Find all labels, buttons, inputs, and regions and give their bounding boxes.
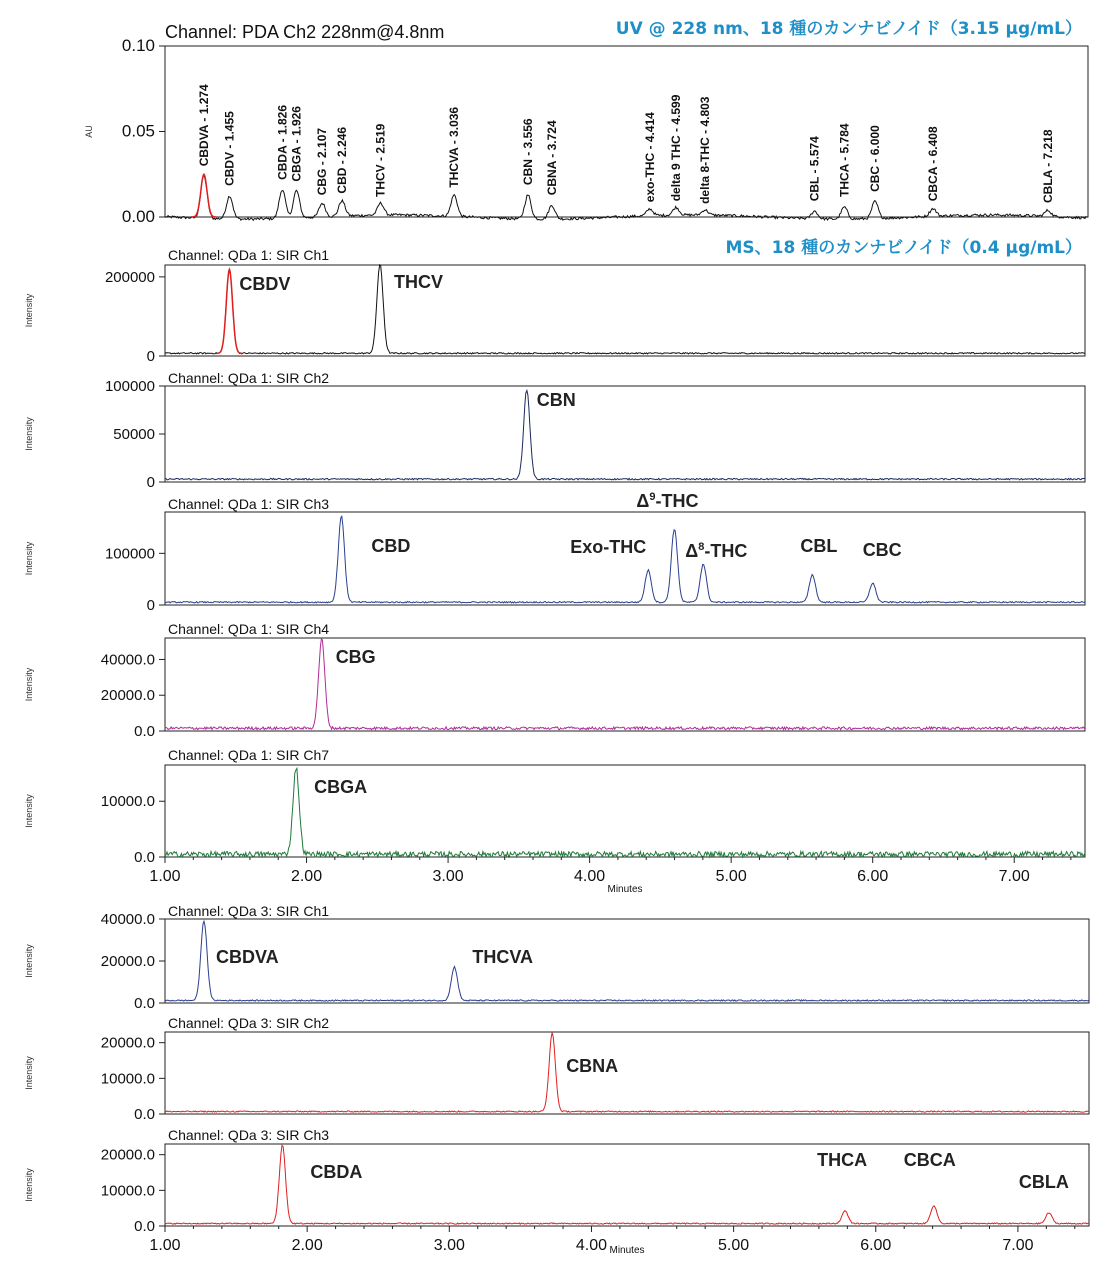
peak-label: CBDV - 1.455 — [222, 111, 237, 186]
peak-trace — [217, 269, 242, 353]
trace-line — [165, 1033, 1089, 1113]
peak-label: $\Delta^8$-THC — [685, 541, 748, 561]
peak-label: delta 8-THC - 4.803 — [698, 96, 712, 204]
peak-label: CBDVA - 1.274 — [196, 84, 211, 167]
y-axis-label: Intensity — [24, 794, 34, 828]
panel-9 — [24, 1127, 1089, 1256]
panel-3 — [24, 370, 1085, 491]
panel-4 — [24, 491, 1085, 614]
y-axis-label: Intensity — [24, 417, 34, 451]
y-tick-label: 100000 — [104, 378, 155, 395]
channel-title: Channel: QDa 1: SIR Ch4 — [168, 621, 330, 637]
peak-label: CBG — [335, 647, 376, 667]
peak-label: CBG - 2.107 — [315, 127, 330, 196]
y-tick-label: 0.0 — [134, 723, 155, 740]
x-tick-label: 2.00 — [290, 868, 323, 885]
y-tick-label: 40000.0 — [100, 651, 155, 669]
trace-line — [165, 639, 1085, 730]
y-tick-label: 20000.0 — [100, 687, 155, 705]
x-tick-label: 2.00 — [291, 1237, 323, 1254]
channel-title: Channel: PDA Ch2 228nm@4.8nm — [165, 22, 445, 42]
y-tick-label: 0.0 — [134, 1106, 155, 1123]
peak-label: CBD - 2.246 — [334, 126, 349, 194]
plot-frame — [165, 265, 1085, 356]
x-tick-label: 4.00 — [574, 868, 606, 885]
peak-label: CBLA - 7.218 — [1041, 129, 1055, 203]
trace-line — [165, 768, 1085, 857]
peak-label: CBNA - 3.724 — [544, 120, 559, 196]
x-axis-label: Minutes — [607, 884, 643, 895]
plot-frame — [165, 765, 1085, 857]
y-tick-label: 0.00 — [121, 207, 155, 226]
trace-line — [165, 921, 1089, 1001]
y-tick-label: 10000.0 — [100, 1182, 155, 1200]
peak-label: CBDV — [239, 274, 291, 294]
y-axis-label: AU — [84, 125, 94, 138]
peak-label: CBC — [862, 540, 902, 560]
x-tick-label: 6.00 — [857, 868, 889, 885]
channel-title: Channel: QDa 3: SIR Ch1 — [168, 903, 330, 919]
channel-title: Channel: QDa 1: SIR Ch3 — [168, 496, 330, 512]
peak-label: CBLA — [1018, 1172, 1069, 1192]
y-axis-label: Intensity — [24, 541, 34, 576]
ms-header: MS、18 種のカンナビノイド（0.4 μg/mL） — [725, 238, 1082, 258]
x-tick-label: 7.00 — [998, 868, 1030, 885]
trace-line — [165, 391, 1085, 480]
peak-label: Exo-THC — [570, 537, 647, 557]
peak-label: CBDA - 1.826 — [275, 104, 290, 180]
y-tick-label: 10000.0 — [100, 1070, 155, 1088]
plot-frame — [165, 386, 1085, 482]
peak-label: $\Delta^9$-THC — [636, 491, 699, 511]
y-tick-label: 0.10 — [121, 36, 155, 55]
channel-title: Channel: QDa 1: SIR Ch2 — [168, 370, 330, 386]
y-tick-label: 0.0 — [134, 995, 155, 1012]
x-tick-label: 1.00 — [149, 868, 181, 885]
y-tick-label: 10000.0 — [100, 793, 155, 811]
peak-label: CBN - 3.556 — [521, 118, 535, 186]
y-tick-label: 50000 — [113, 426, 155, 443]
peak-label: CBD — [371, 536, 411, 556]
peak-label: CBDA — [310, 1162, 363, 1182]
panel-5 — [24, 621, 1085, 740]
trace-line — [165, 265, 1085, 354]
panel-1 — [84, 22, 1088, 226]
peak-label: THCVA — [472, 947, 534, 967]
plot-frame — [165, 512, 1085, 605]
y-tick-label: 0.05 — [121, 121, 155, 141]
channel-title: Channel: QDa 1: SIR Ch7 — [168, 747, 330, 763]
peak-label: exo-THC - 4.414 — [642, 112, 657, 203]
panels — [24, 22, 1089, 1256]
x-tick-label: 7.00 — [1002, 1237, 1034, 1254]
y-axis-label: Intensity — [24, 944, 34, 978]
peak-label: CBC - 6.000 — [868, 125, 882, 192]
peak-label: CBDVA — [216, 947, 279, 967]
peak-label: THCA — [817, 1150, 868, 1170]
y-tick-label: 0 — [146, 348, 155, 365]
panel-8 — [24, 1015, 1089, 1123]
y-tick-label: 20000.0 — [100, 953, 155, 970]
y-tick-label: 20000.0 — [100, 1034, 155, 1052]
peak-label: CBCA — [903, 1150, 956, 1170]
peak-label: delta 9 THC - 4.599 — [669, 94, 684, 202]
peak-label: CBCA - 6.408 — [925, 126, 940, 202]
x-tick-label: 6.00 — [860, 1237, 892, 1254]
channel-title: Channel: QDa 1: SIR Ch1 — [168, 247, 330, 263]
peak-label: CBGA — [314, 777, 368, 797]
plot-frame — [165, 919, 1089, 1003]
panel-7 — [24, 903, 1089, 1012]
peak-label: THCA - 5.784 — [837, 123, 852, 197]
x-tick-label: 5.00 — [715, 868, 747, 885]
peak-label: CBNA — [566, 1056, 619, 1076]
peak-label: THCV - 2.519 — [373, 123, 388, 197]
y-axis-label: Intensity — [24, 1056, 34, 1090]
plot-frame — [165, 638, 1085, 731]
peak-label: CBGA - 1.926 — [289, 106, 304, 182]
y-tick-label: 200000 — [104, 268, 155, 286]
peak-label: THCV — [394, 272, 443, 292]
channel-title: Channel: QDa 3: SIR Ch3 — [168, 1127, 330, 1143]
y-tick-label: 40000.0 — [100, 911, 155, 928]
peak-trace — [191, 174, 216, 217]
x-tick-label: 5.00 — [718, 1237, 750, 1254]
peak-label: CBL — [800, 536, 838, 556]
trace-line — [165, 516, 1085, 603]
channel-title: Channel: QDa 3: SIR Ch2 — [168, 1015, 330, 1031]
panel-2 — [24, 247, 1085, 365]
y-tick-label: 0 — [146, 474, 155, 491]
x-tick-label: 1.00 — [149, 1237, 181, 1254]
x-axis-label: Minutes — [609, 1245, 645, 1256]
y-axis-label: Intensity — [24, 1168, 34, 1202]
x-tick-label: 4.00 — [575, 1237, 608, 1254]
x-tick-label: 3.00 — [433, 1237, 465, 1254]
y-axis-label: Intensity — [24, 667, 34, 702]
y-tick-label: 20000.0 — [100, 1146, 155, 1164]
plot-frame — [165, 1032, 1089, 1114]
peak-label: CBL - 5.574 — [807, 136, 822, 202]
peak-label: CBN — [536, 390, 576, 410]
uv-header: UV @ 228 nm、18 種のカンナビノイド（3.15 μg/mL） — [615, 19, 1082, 39]
x-tick-label: 3.00 — [432, 868, 464, 885]
y-tick-label: 100000 — [104, 545, 155, 563]
peak-label: THCVA - 3.036 — [447, 106, 462, 188]
y-tick-label: 0.0 — [134, 1218, 155, 1235]
y-tick-label: 0.0 — [134, 849, 155, 866]
y-tick-label: 0 — [146, 597, 155, 614]
panel-6 — [24, 747, 1085, 895]
y-axis-label: Intensity — [24, 293, 34, 328]
